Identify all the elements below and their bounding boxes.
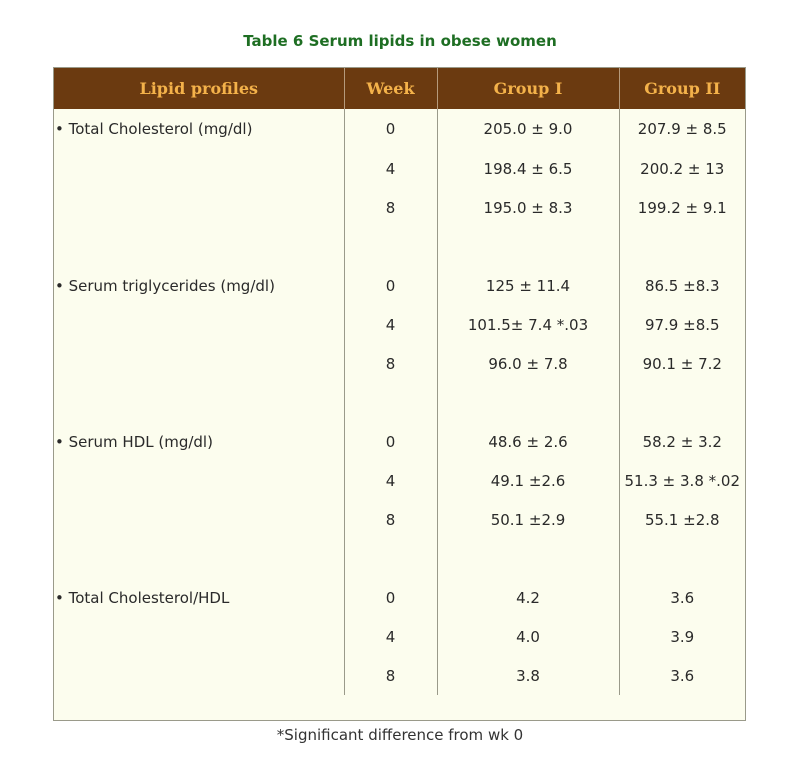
week-cell: 8 (344, 188, 437, 227)
table-row (54, 500, 745, 539)
group1-cell: 198.4 ± 6.5 (437, 149, 619, 188)
group2-cell: 55.1 ±2.8 (644, 510, 720, 529)
empty-label-cell (54, 461, 344, 500)
header-group-1: Group I (437, 68, 619, 109)
table-row (54, 188, 745, 227)
empty-label-cell (54, 617, 344, 656)
group1-cell: 96.0 ± 7.8 (437, 344, 619, 383)
table-row (54, 266, 745, 305)
table-row (54, 149, 745, 188)
header-group-2: Group II (619, 68, 745, 109)
week-cell: 0 (344, 266, 437, 305)
week-cell: 0 (344, 578, 437, 617)
header-week: Week (344, 68, 437, 109)
table-row (54, 422, 745, 461)
table-row (54, 617, 745, 656)
lipid-table-grid (54, 68, 745, 695)
group1-cell: 48.6 ± 2.6 (437, 422, 619, 461)
week-cell: 4 (344, 305, 437, 344)
group1-cell: 50.1 ±2.9 (437, 500, 619, 539)
week-cell: 8 (344, 500, 437, 539)
week-cell: 0 (344, 422, 437, 461)
spacer-row (54, 539, 745, 578)
group2-cell: 3.9 (670, 627, 695, 646)
spacer-row (54, 383, 745, 422)
group1-cell: 3.8 (437, 656, 619, 695)
empty-label-cell (54, 500, 344, 539)
group1-cell: 125 ± 11.4 (437, 266, 619, 305)
empty-label-cell (54, 188, 344, 227)
table-row (54, 461, 745, 500)
group1-cell: 49.1 ±2.6 (437, 461, 619, 500)
group1-cell: 4.0 (437, 617, 619, 656)
group1-cell: 205.0 ± 9.0 (437, 109, 619, 149)
empty-label-cell (54, 344, 344, 383)
table-body (54, 109, 745, 695)
table-caption: Table 6 Serum lipids in obese women (243, 32, 557, 50)
group2-cell: 51.3 ± 3.8 *.02 (624, 471, 740, 490)
group2-cell: 90.1 ± 7.2 (642, 354, 722, 373)
table-row (54, 305, 745, 344)
week-cell: 4 (344, 149, 437, 188)
row-label-serum-triglycerides: • Serum triglycerides (mg/dl) (54, 266, 344, 305)
table-row (54, 656, 745, 695)
group2-cell: 207.9 ± 8.5 (637, 120, 727, 138)
row-label-total-cholesterol-hdl: • Total Cholesterol/HDL (54, 578, 344, 617)
lipid-table (53, 67, 746, 721)
week-cell: 8 (344, 656, 437, 695)
group2-cell: 199.2 ± 9.1 (637, 198, 727, 217)
header-lipid-profiles: Lipid profiles (54, 68, 344, 109)
table-row (54, 578, 745, 617)
group2-cell: 86.5 ±8.3 (644, 276, 720, 295)
group1-cell: 4.2 (437, 578, 619, 617)
group2-cell: 200.2 ± 13 (640, 159, 725, 178)
table-header (54, 68, 745, 109)
group1-cell: 195.0 ± 8.3 (437, 188, 619, 227)
table-footnote: *Significant difference from wk 0 (276, 726, 524, 744)
group2-cell: 3.6 (670, 588, 695, 607)
table-row (54, 344, 745, 383)
header-row (54, 68, 745, 109)
group2-cell: 58.2 ± 3.2 (642, 432, 722, 451)
week-cell: 4 (344, 617, 437, 656)
group1-cell: 101.5± 7.4 *.03 (437, 305, 619, 344)
row-label-serum-hdl: • Serum HDL (mg/dl) (54, 422, 344, 461)
empty-label-cell (54, 656, 344, 695)
table-row (54, 109, 745, 149)
week-cell: 8 (344, 344, 437, 383)
spacer-row (54, 227, 745, 266)
empty-label-cell (54, 149, 344, 188)
row-label-total-cholesterol: • Total Cholesterol (mg/dl) (54, 109, 344, 149)
week-cell: 0 (344, 109, 437, 149)
group2-cell: 97.9 ±8.5 (644, 315, 720, 334)
empty-label-cell (54, 305, 344, 344)
group2-cell: 3.6 (670, 666, 695, 685)
week-cell: 4 (344, 461, 437, 500)
